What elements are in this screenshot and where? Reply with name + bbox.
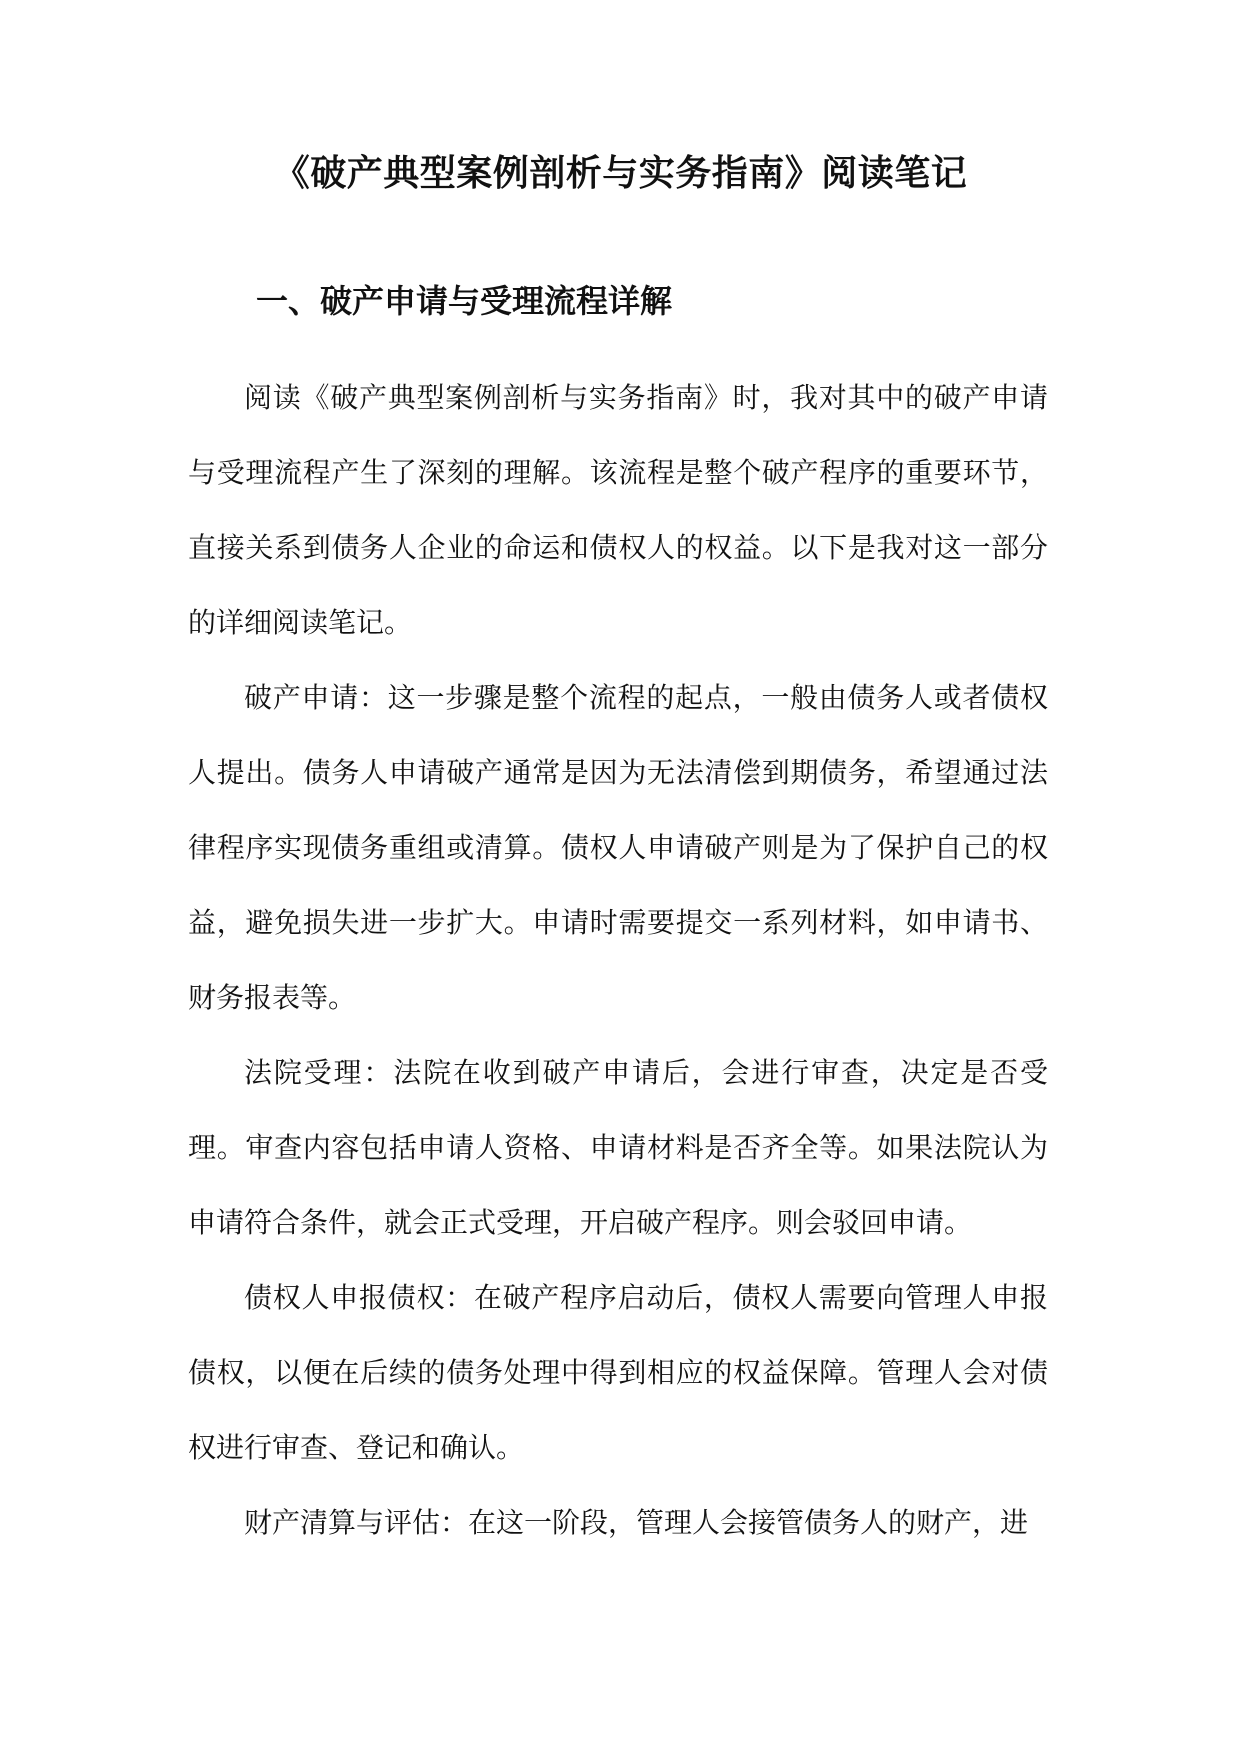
- paragraph-asset-liquidation: 财产清算与评估：在这一阶段，管理人会接管债务人的财产，进: [244, 1506, 1029, 1539]
- document-body: [188, 360, 1048, 1560]
- section-heading: 一、破产申请与受理流程详解: [256, 282, 673, 320]
- document-title: 《破产典型案例剖析与实务指南》阅读笔记: [273, 152, 968, 194]
- paragraph-bankruptcy-application: 破产申请：这一步骤是整个流程的起点，一般由债务人或者债权人提出。债务人申请破产通常是因为无法清偿到期债务，希望通过法律程序实现债务重组或清算。债权人申请破产则是为了保护自己的权益，避免损失进一步扩大。申请时需要提交一系列材料，如申请书、财务报表等。: [188, 681, 1048, 1014]
- paragraph-court-acceptance: 法院受理：法院在收到破产申请后，会进行审查，决定是否受理。审查内容包括申请人资格、申请材料是否齐全等。如果法院认为申请符合条件，就会正式受理，开启破产程序。则会驳回申请。: [188, 1056, 1048, 1239]
- paragraph-claim-declaration: 债权人申报债权：在破产程序启动后，债权人需要向管理人申报债权，以便在后续的债务处理中得到相应的权益保障。管理人会对债权进行审查、登记和确认。: [188, 1281, 1048, 1464]
- paragraph-intro: 阅读《破产典型案例剖析与实务指南》时，我对其中的破产申请与受理流程产生了深刻的理解。该流程是整个破产程序的重要环节，直接关系到债务人企业的命运和债权人的权益。以下是我对这一部分的详细阅读笔记。: [188, 381, 1048, 639]
